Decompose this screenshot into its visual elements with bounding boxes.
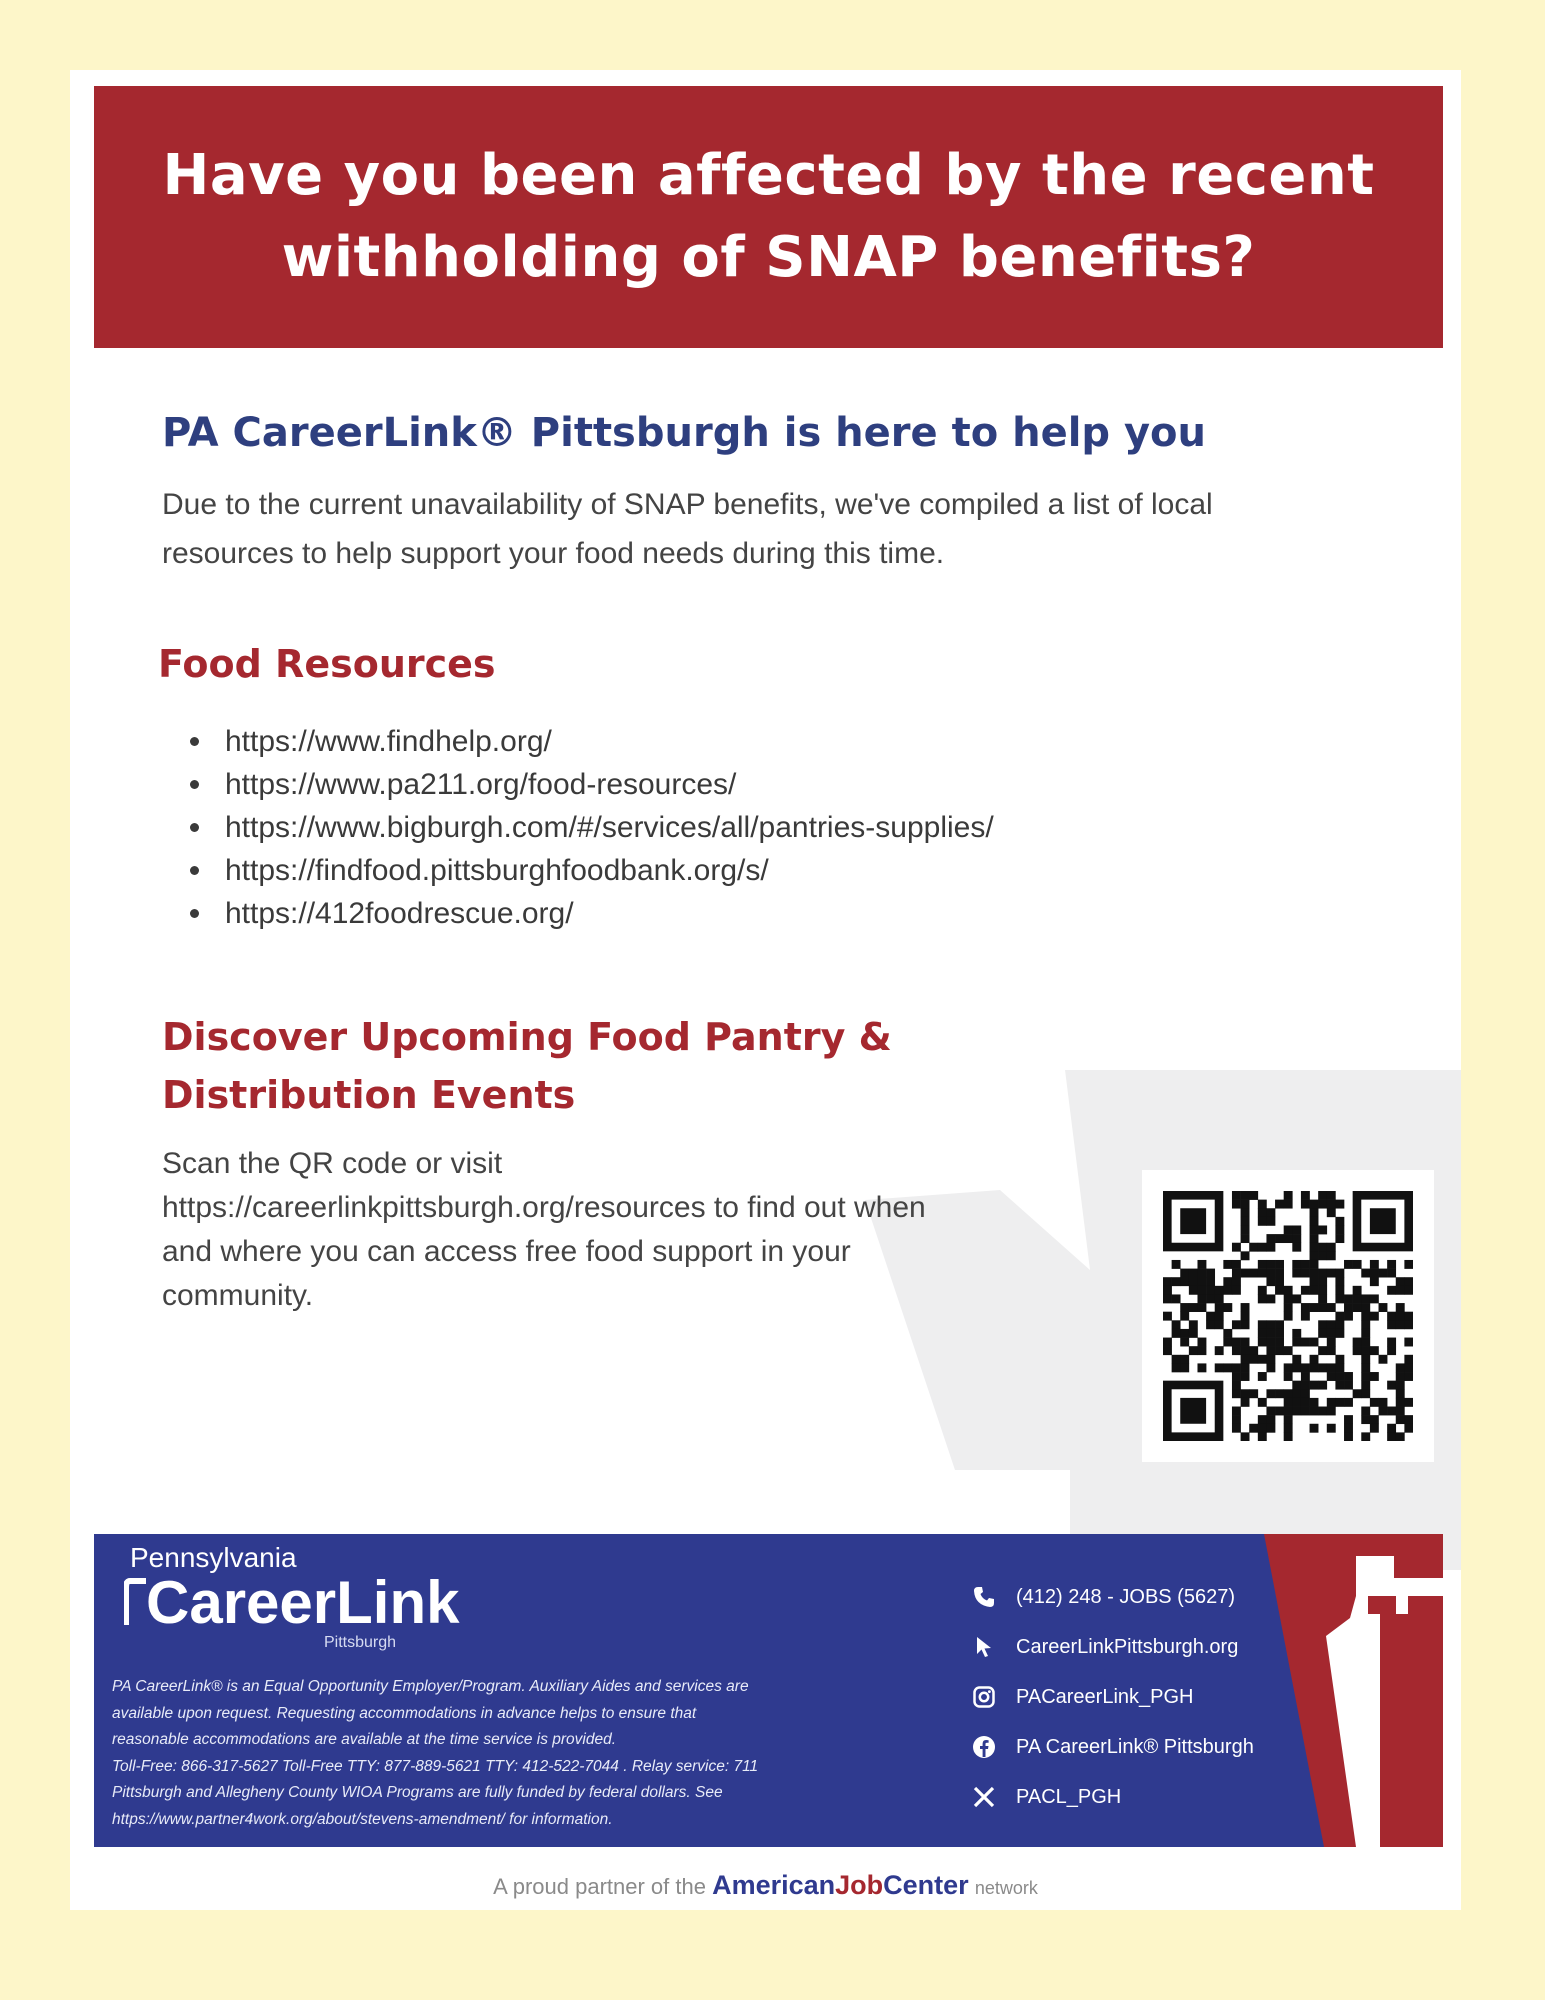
- food-resources-heading: Food Resources: [158, 642, 496, 686]
- logo-city: Pittsburgh: [324, 1634, 397, 1651]
- keystone-icon: [1264, 1534, 1443, 1847]
- bullet-icon: [190, 823, 199, 832]
- headline: [162, 135, 1374, 299]
- bullet-icon: [190, 866, 199, 875]
- contact-facebook[interactable]: PA CareerLink® Pittsburgh: [970, 1722, 1254, 1772]
- food-resources-list: [190, 720, 994, 935]
- cursor-icon: [970, 1633, 998, 1661]
- resource-link[interactable]: https://www.pa211.org/food-resources/: [225, 768, 737, 801]
- headline-line-1: Have you been affected by the recent: [162, 143, 1375, 208]
- instagram-icon: [970, 1683, 998, 1711]
- headline-banner: [94, 86, 1443, 348]
- list-item[interactable]: [190, 892, 994, 935]
- list-item[interactable]: [190, 763, 994, 806]
- qr-code[interactable]: [1142, 1170, 1434, 1462]
- disclaimer-text: PA CareerLink® is an Equal Opportunity Employer/Program. Auxiliary Aides and services are available upon request. Requesting accommodations in advance helps to ensure that reasonable accommodations are available at the time service is provided. Toll-Free: 866-317-5627 Toll-Free TTY: 877-889-5621 TTY: 412-522-7044 . Relay service: 711 Pittsburgh and Allegheny County WIOA Programs are fully funded by federal dollars. See https://www.partner4work.org/about/stevens-amendment/ for information.: [112, 1678, 759, 1828]
- contact-x[interactable]: PACL_PGH: [970, 1772, 1254, 1822]
- headline-line-2: withholding of SNAP benefits?: [281, 225, 1256, 290]
- resource-link[interactable]: https://412foodrescue.org/: [225, 897, 574, 930]
- contact-phone[interactable]: (412) 248 - JOBS (5627): [970, 1572, 1254, 1622]
- contact-list: [970, 1572, 1254, 1822]
- resource-link[interactable]: https://www.bigburgh.com/#/services/all/pantries-supplies/: [225, 811, 994, 844]
- flyer: [70, 70, 1461, 1910]
- footer-bar: [94, 1534, 1443, 1847]
- events-heading: Discover Upcoming Food Pantry & Distribution Events: [162, 1015, 892, 1117]
- bullet-icon: [190, 780, 199, 789]
- events-description: Scan the QR code or visit https://careerlinkpittsburgh.org/resources to find out when and where you can access free food support in your community.: [162, 1147, 926, 1312]
- list-item[interactable]: [190, 806, 994, 849]
- logo-main: CareerLink: [124, 1572, 459, 1634]
- help-heading: PA CareerLink® Pittsburgh is here to help you: [162, 410, 1207, 456]
- list-item[interactable]: [190, 720, 994, 763]
- bullet-icon: [190, 909, 199, 918]
- facebook-icon: [970, 1733, 998, 1761]
- careerlink-logo: [124, 1542, 459, 1652]
- resource-link[interactable]: https://findfood.pittsburghfoodbank.org/s/: [225, 854, 769, 887]
- help-intro: Due to the current unavailability of SNAP benefits, we've compiled a list of local resources to help support your food needs during this time.: [162, 488, 1213, 570]
- bullet-icon: [190, 737, 199, 746]
- contact-instagram[interactable]: PACareerLink_PGH: [970, 1672, 1254, 1722]
- contact-website[interactable]: CareerLinkPittsburgh.org: [970, 1622, 1254, 1672]
- list-item[interactable]: [190, 849, 994, 892]
- logo-state: Pennsylvania: [130, 1542, 297, 1573]
- x-icon: [970, 1783, 998, 1811]
- american-job-center-logo: AmericanJobCenter: [712, 1870, 969, 1900]
- qr-code-icon: [1163, 1191, 1413, 1441]
- partner-line: A proud partner of the AmericanJobCenter network: [493, 1870, 1038, 1900]
- resource-link[interactable]: https://www.findhelp.org/: [225, 725, 552, 758]
- phone-icon: [970, 1583, 998, 1611]
